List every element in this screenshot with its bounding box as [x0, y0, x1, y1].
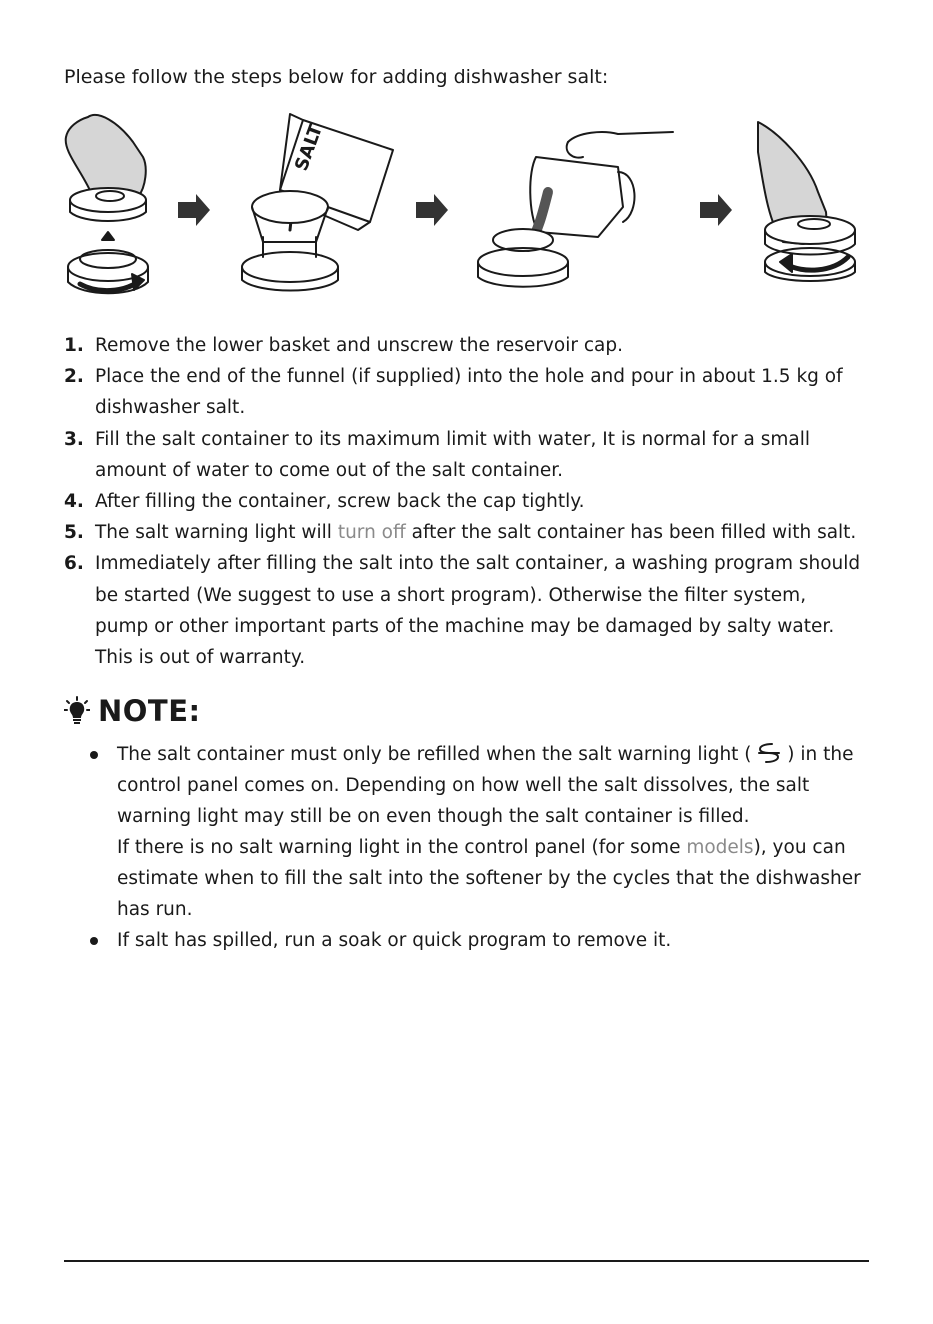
lightbulb-icon: [64, 696, 90, 726]
step-4: 4. After filling the container, screw back the cap tightly.: [64, 491, 585, 513]
notes-list: [86, 739, 866, 956]
screw-cap-figure: [758, 122, 855, 281]
intro-text: Please follow the steps below for adding dishwasher salt:: [64, 66, 609, 88]
unscrew-cap-figure: [66, 115, 148, 293]
note-title: NOTE:: [98, 694, 201, 728]
salt-bag-label: SALT: [290, 121, 328, 174]
step-1: 1. Remove the lower basket and unscrew the reservoir cap.: [64, 335, 623, 356]
note-item-1: The salt container must only be refilled when the salt warning light ( ) in the control panel comes on. Depending on how well the salt dissolves, the salt warning light may still be on even though the salt container is filled. If there is no salt warning light in the control panel (for some models), you can estimate when to fill the salt into the softener by the cycles that the dishwasher has run.: [86, 739, 866, 925]
step-2: 2. Place the end of the funnel (if supplied) into the hole and pour in about 1.5 kg of dishwasher salt.: [64, 366, 843, 419]
salt-filling-illustration: [58, 112, 878, 307]
pour-salt-figure: [242, 114, 393, 291]
bullet-icon: [90, 937, 98, 945]
pour-water-figure: [478, 132, 673, 287]
right-arrow-icon: [178, 194, 210, 226]
steps-list: [64, 330, 864, 673]
step-6: 6. Immediately after filling the salt into the salt container, a washing program should be started (We suggest to use a short program). Otherwise the filter system, pump or other important parts of the machine may be damaged by salty water. This is out of warranty.: [64, 553, 861, 669]
note-heading: [64, 694, 201, 728]
bullet-icon: [90, 751, 98, 759]
step-3: 3. Fill the salt container to its maximum limit with water, It is normal for a small amount of water to come out of the salt container.: [64, 428, 811, 481]
footer-divider: [64, 1260, 869, 1262]
salt-warning-icon: [757, 742, 781, 764]
note-item-2: If salt has spilled, run a soak or quick program to remove it.: [86, 925, 866, 956]
step-5: 5. The salt warning light will turn off after the salt container has been filled with salt.: [64, 522, 857, 544]
